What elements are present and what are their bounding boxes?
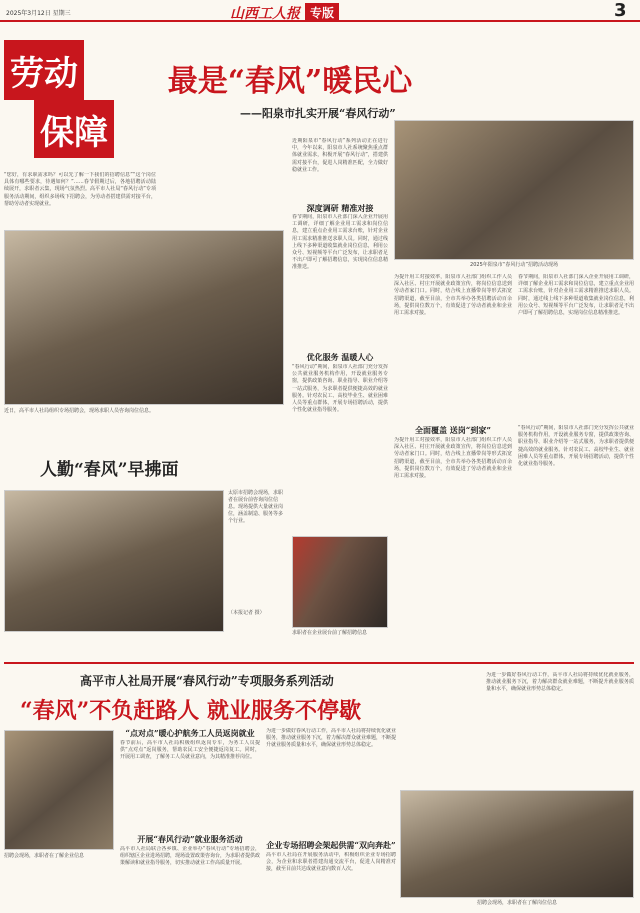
section3-text: 为提升用工对接效率，阳泉市人社部门组织工作人员深入社区、村庄开展就业政策宣传，将岗位信息送到劳动者家门口。同时，结合线上直播带岗等形式拓宽招聘渠道，截至目前，全市共举办各类招聘活动百余场，提供岗位数万个，有效促进了劳动者就业和企业用工需求对接。 [394, 437, 512, 480]
section-divider [4, 662, 634, 664]
main-photo-top-caption: 2025年阳泉市“春风行动”招聘活动现场 [470, 262, 558, 268]
bottom-headline: “春风”不负赶路人 就业服务不停歇 [20, 698, 361, 724]
bottom-section3-title: 企业专场招聘会架起供需“双向奔赴” [266, 840, 396, 850]
feature-title: 人勤“春风”早拂面 [40, 460, 179, 480]
bottom-photo-left-caption: 招聘会现场，求职者在了解企业信息 [4, 853, 85, 859]
main-subheadline: ——阳泉市扎实开展“春风行动” [240, 107, 396, 120]
main-photo-mid [292, 536, 388, 628]
main-photo-top [394, 120, 634, 260]
page-number: 3 [614, 0, 627, 21]
section1-title: 深度调研 精准对接 [306, 203, 374, 213]
bottom-kicker: 高平市人社局开展“春风行动”专项服务系列活动 [80, 674, 334, 688]
dateline: 2025年3月12日 星期三 [6, 10, 71, 17]
bottom-col2-text: 为进一步做好春风行动工作，高平市人社局将持续优化就业服务，推动就业服务下沉，着力解决群众就业难题，不断提升就业服务质量和水平，确保就业形势总体稳定。 [266, 728, 396, 749]
bottom-section2-text: 高平市人社局联合各乡镇、企业举办“春风行动”专场招聘会，组织辖区企业进场招聘，现场设置政策咨询台，为求职者提供政策解读和就业指导服务，切实推动就业工作高质量开展。 [120, 846, 260, 867]
left-photo-caption: 近日，高平市人社局组织专场招聘会，现场求职人员咨询岗位信息。 [4, 408, 155, 414]
section2-title: 优化服务 温暖人心 [306, 352, 374, 362]
right-col-text-2: “春风行动”期间，阳泉市人社部门充分发挥公共就业服务机构作用，开设就业服务专窗，提供政策咨询、职业指导、职业介绍等一站式服务，为求职者提供便捷高效的就业服务。针对农民工、高校毕业生、就业困难人员等重点群体，开展专场招聘活动，提供个性化就业指导服务。 [518, 425, 634, 468]
right-col-text: 春节期间，阳泉市人社部门深入企业开展用工调研，详细了解企业用工需求和岗位信息，建立重点企业用工需求台账，针对企业用工需求精准推送求职人员。同时，通过线上线下多种渠道收集就业岗位信息，利用公众号、短视频等平台广泛发布，让求职者足不出户即可了解招聘信息，实现岗位信息精准推送。 [518, 274, 634, 317]
left-main-photo [4, 230, 284, 405]
section3-intro: 为提升用工对接效率，阳泉市人社部门组织工作人员深入社区、村庄开展就业政策宣传，将岗位信息送到劳动者家门口。同时，结合线上直播带岗等形式拓宽招聘渠道，截至目前，全市共举办各类招聘活动百余场，提供岗位数万个，有效促进了劳动者就业和企业用工需求对接。 [394, 274, 512, 317]
masthead: 山西工人报 [230, 6, 300, 22]
main-lead-text: 近期阳泉市“春风行动”系列活动正在进行中，今年以来，阳泉市人社系统聚焦重点群体就业需求，积极开展“春风行动”，搭建供需对接平台，促进人岗精准匹配，全力做好稳就业工作。 [292, 138, 388, 173]
section-badge: 专版 [305, 3, 339, 22]
bottom-section1-text: 春节前后，高平市人社局积极组织返岗专车，为务工人员提供“点对点”返岗服务，帮助农民工安全便捷返岗复工。同时，开展用工调查，了解务工人员就业意向，为其精准推荐岗位。 [120, 740, 260, 761]
bottom-section2-title: 开展“春风行动”就业服务活动 [137, 834, 243, 844]
main-photo-mid-caption: 求职者在企业展台前了解招聘信息 [292, 630, 368, 636]
bottom-right-text: 为进一步做好春风行动工作，高平市人社局将持续优化就业服务，推动就业服务下沉，着力解决群众就业难题，不断提升就业服务质量和水平，确保就业形势总体稳定。 [486, 672, 634, 693]
feature-side-caption: 太原市招聘会现场，求职者在展台前咨询岗位信息。现场提供大量就业岗位，涵盖制造、服务等多个行业。 [228, 490, 284, 524]
feature-credit: （本报记者 摄） [228, 610, 265, 616]
bottom-photo-right [400, 790, 634, 898]
bottom-section3-text: 高平市人社局在开展服务活动中，积极组织企业专场招聘会，为企业和求职者搭建沟通交流平台，促进人岗精准对接，截至目前共达成就业意向数百人次。 [266, 852, 396, 873]
section3-title: 全面覆盖 送岗“到家” [415, 425, 491, 435]
bottom-section1-title: “点对点”暖心护航务工人员返岗就业 [125, 728, 255, 738]
bottom-photo-left [4, 730, 114, 850]
bottom-photo-right-caption: 招聘会现场，求职者在了解岗位信息 [476, 900, 557, 906]
section2-text: “春风行动”期间，阳泉市人社部门充分发挥公共就业服务机构作用，开设就业服务专窗，提供政策咨询、职业指导、职业介绍等一站式服务，为求职者提供便捷高效的就业服务。针对农民工、高校毕业生、就业困难人员等重点群体，开展专场招聘活动，提供个性化就业指导服务。 [292, 364, 388, 414]
left-intro-text: “您好，有求职需求吗？可以先了解一下我们的招聘信息”“这个岗位具体有哪些要求，待遇如何？”……春节假期过后，各地招聘活动陆续展开，求职者云集，现场气氛热烈。高平市人社局“春风行动”专项服务活动期间，组织多场线下招聘会，为劳动者搭建供需对接平台，帮助劳动者实现就业。 [4, 172, 156, 207]
section1-text: 春节期间，阳泉市人社部门深入企业开展用工调研，详细了解企业用工需求和岗位信息，建立重点企业用工需求台账，针对企业用工需求精准推送求职人员。同时，通过线上线下多种渠道收集就业岗位信息，利用公众号、短视频等平台广泛发布，让求职者足不出户即可了解招聘信息，实现岗位信息精准推送。 [292, 214, 388, 271]
feature-photo [4, 490, 224, 632]
section-title-protection: 保障 [34, 100, 114, 158]
main-headline: 最是“春风”暖民心 [167, 64, 413, 99]
section-title-labor: 劳动 [4, 40, 84, 100]
